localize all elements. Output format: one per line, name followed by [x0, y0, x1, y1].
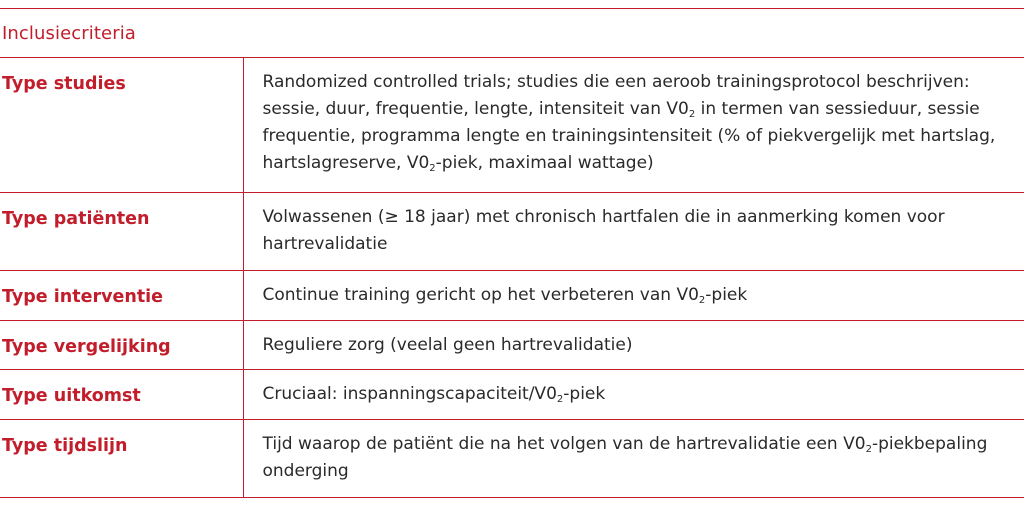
table-row-type-studies	[0, 58, 1024, 192]
criteria-table	[0, 58, 1024, 498]
row-label: Type studies	[0, 58, 243, 192]
row-content: Continue training gericht op het verbeteren van $V0_2$-piek	[243, 270, 1024, 320]
row-label: Type uitkomst	[0, 369, 243, 419]
table-row-type-uitkomst	[0, 369, 1024, 419]
row-content: Volwassenen (≥ 18 jaar) met chronisch hartfalen die in aanmerking komen voor hartrevalidatie	[243, 192, 1024, 270]
table-row-type-vergelijking	[0, 320, 1024, 369]
table-title: Inclusiecriteria	[0, 9, 1024, 58]
table-row-type-patienten	[0, 192, 1024, 270]
row-content: Randomized controlled trials; studies die een aeroob trainingsprotocol beschrijven: sessie, duur, frequentie, lengte, intensiteit van $V0_2$ in termen van sessieduur, sessie frequentie, programma lengte en trainingsintensiteit (% of piekvergelijk met hartslag, hartslagreserve, $V0_2$-piek, maximaal wattage)	[243, 58, 1024, 192]
row-label: Type vergelijking	[0, 320, 243, 369]
row-content: Cruciaal: inspanningscapaciteit/$V0_2$-piek	[243, 369, 1024, 419]
row-label: Type interventie	[0, 270, 243, 320]
row-label: Type patiënten	[0, 192, 243, 270]
table-row-type-tijdslijn	[0, 419, 1024, 497]
row-content: Reguliere zorg (veelal geen hartrevalidatie)	[243, 320, 1024, 369]
row-label: Type tijdslijn	[0, 419, 243, 497]
row-content: Tijd waarop de patiënt die na het volgen van de hartrevalidatie een $V0_2$-piekbepaling onderging	[243, 419, 1024, 497]
table-row-type-interventie	[0, 270, 1024, 320]
